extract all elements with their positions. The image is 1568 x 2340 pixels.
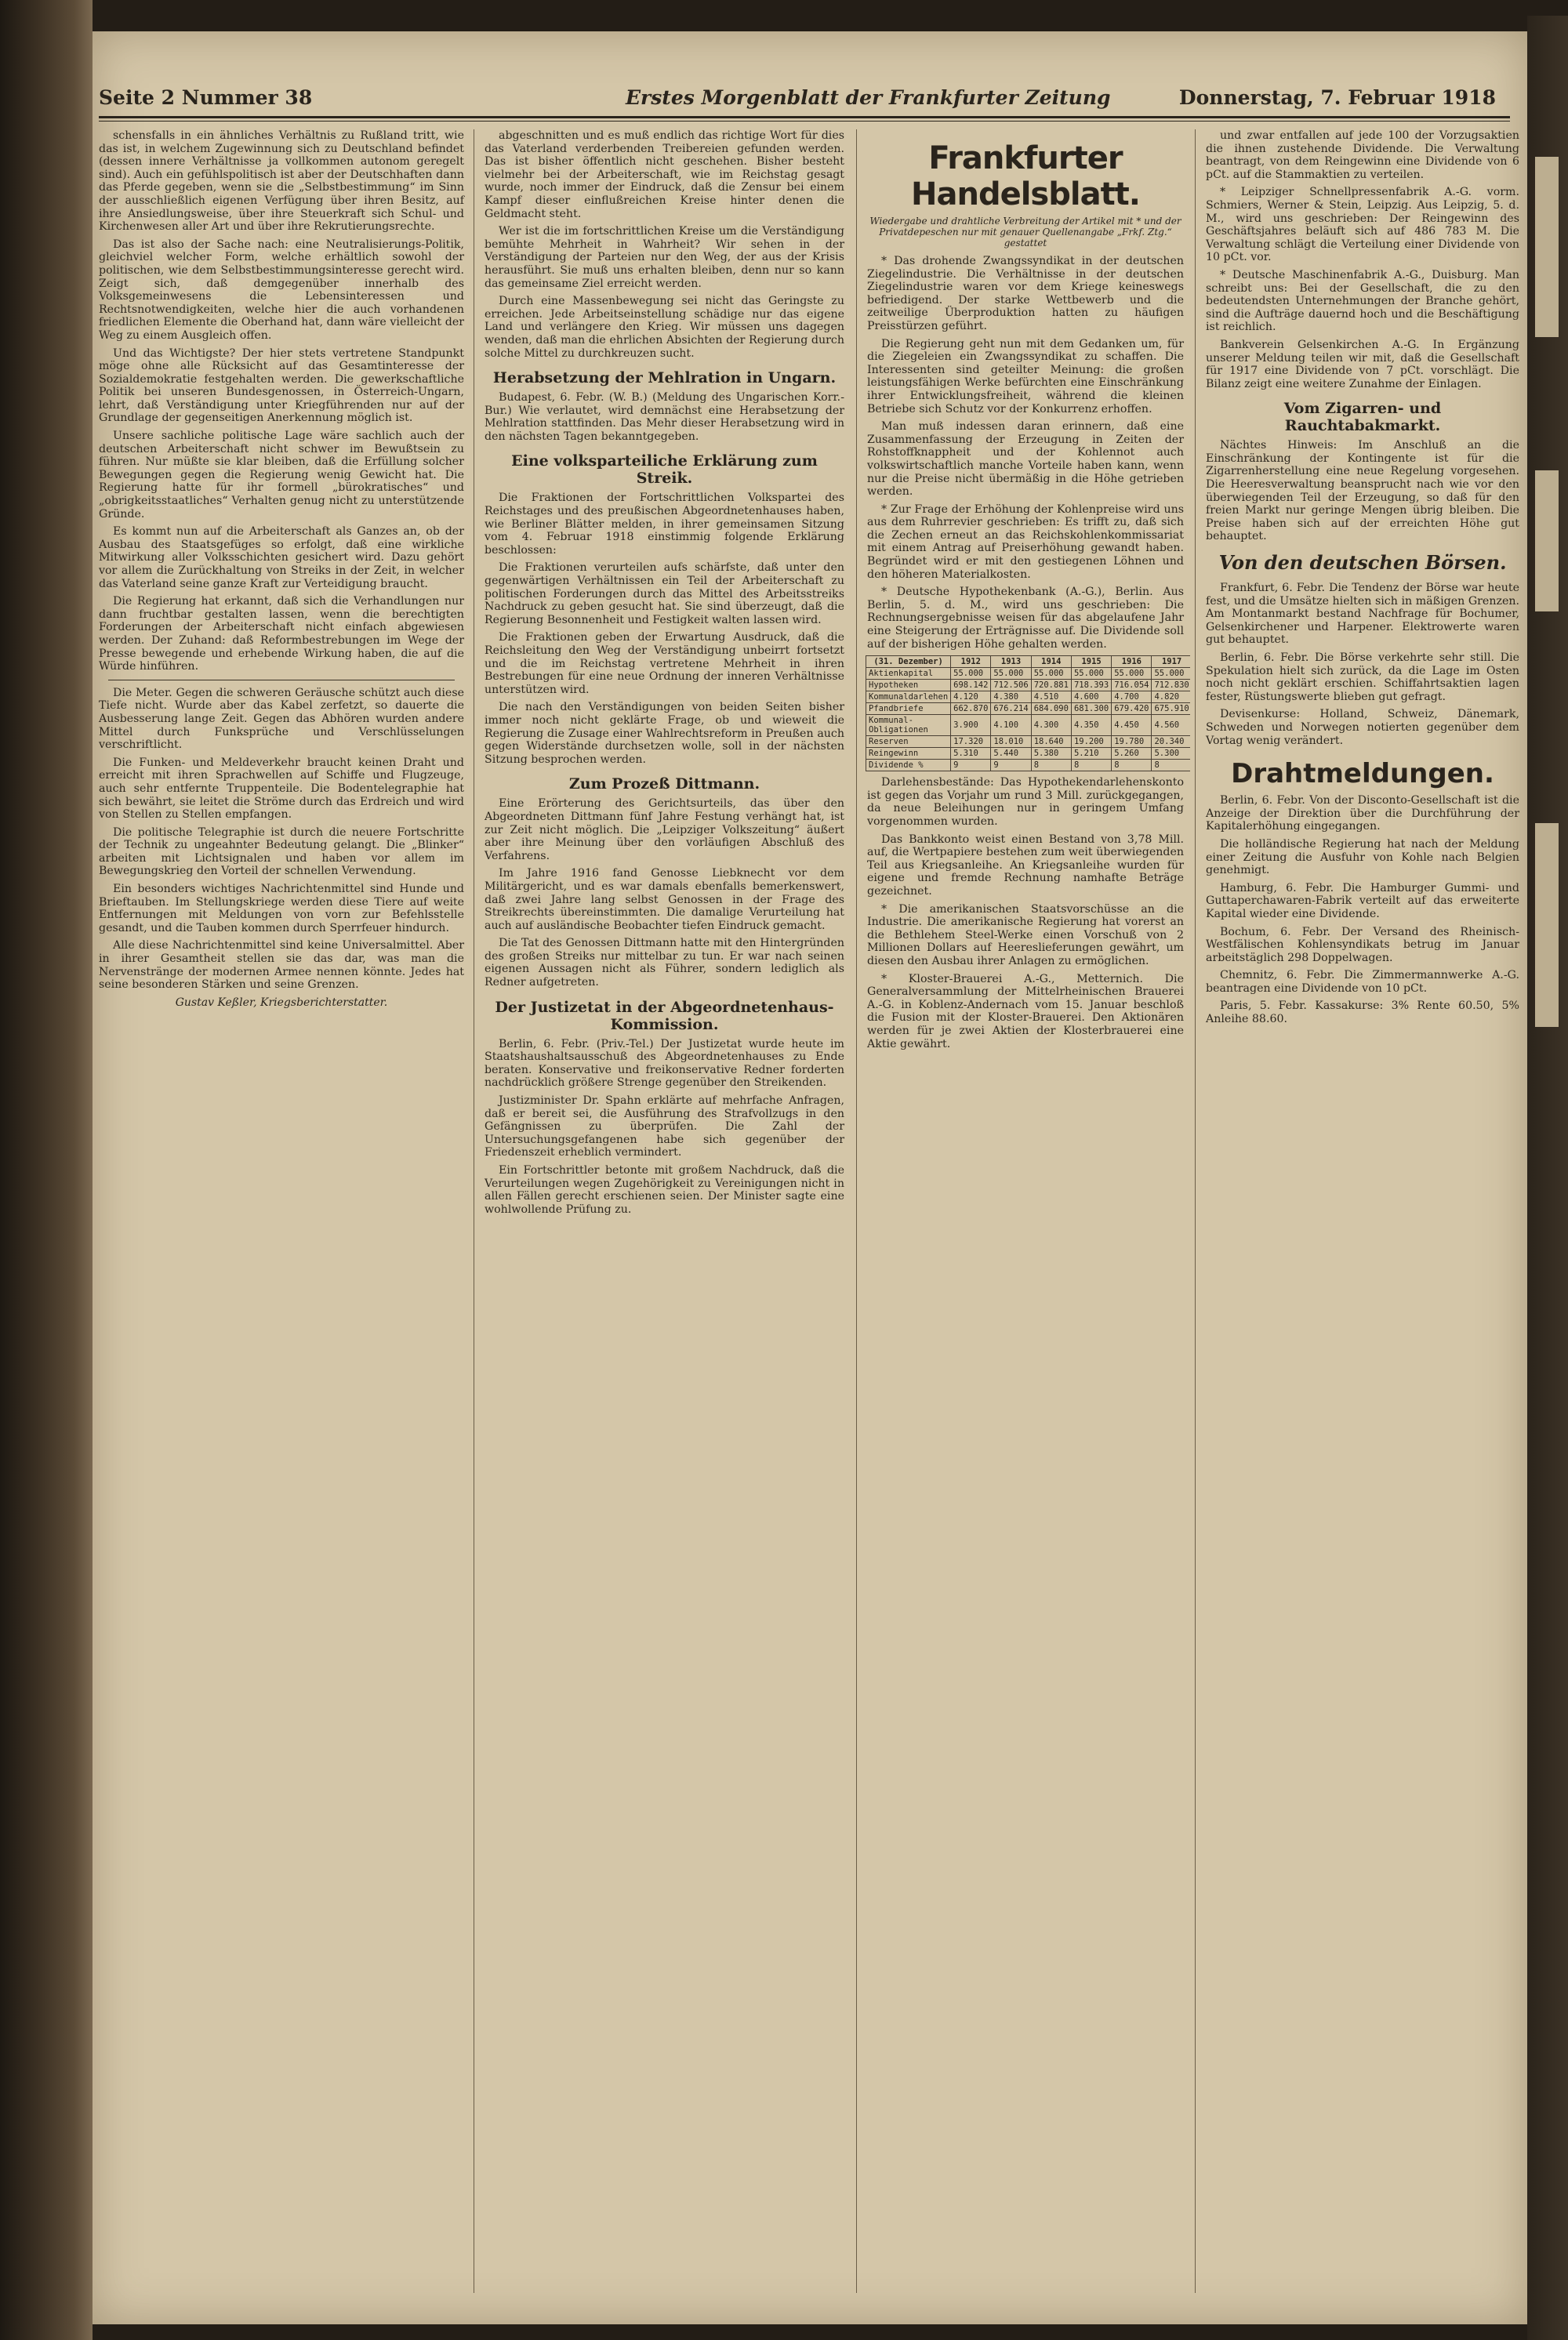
column-4 bbox=[1200, 129, 1526, 2293]
article-paragraph: Bankverein Gelsenkirchen A.-G. In Ergänzung unserer Meldung teilen wir mit, daß die Gesellschaft für 1917 eine Dividende von 7 pCt. vorschlägt. Die Bilanz zeigt eine weitere Zunahme der Einlagen. bbox=[1206, 338, 1519, 390]
table-cell: Reingewinn bbox=[866, 748, 951, 760]
article-paragraph: Das ist also der Sache nach: eine Neutralisierungs-Politik, gleichviel welcher Form, welche erhältlich sowohl der politischen, wie dem Selbstbestimmungsinteresse gerecht wird. Zeigt sich, daß demgegenüber innerhalb des Volksgemeinwesens die Lebensinteressen und Rechtsnotwendigkeiten, welche hier die auch vorhandenen friedlichen Elemente die Oberhand hat, dann wäre vielleicht der Weg zu einem Ausgleich offen. bbox=[99, 238, 464, 342]
article-paragraph: * Das drohende Zwangssyndikat in der deutschen Ziegelindustrie. Die Verhältnisse in der deutschen Ziegelindustrie waren vor dem Kriege keineswegs befriedigend. Der starke Wettbewerb und die zeitweilige Überproduktion hatten zu häufigen Preisstürzen geführt. bbox=[867, 255, 1184, 332]
table-cell: 5.260 bbox=[1112, 748, 1152, 760]
article-paragraph: Chemnitz, 6. Febr. Die Zimmermannwerke A.-G. beantragen eine Dividende von 10 pCt. bbox=[1206, 969, 1519, 995]
article-paragraph: abgeschnitten und es muß endlich das richtige Wort für dies das Vaterland verderbenden Treibereien gefunden werden. Das ist bisher öffentlich nicht geschehen. Bisher besteht vielmehr bei der Arbeiterschaft, wie im Reichstag gesagt wurde, noch immer der Eindruck, daß die Zensur bei einem Kampf dieser einflußreichen Kreise hinter denen die Geldmacht steht. bbox=[485, 129, 844, 220]
article-paragraph: * Leipziger Schnellpressenfabrik A.-G. vorm. Schmiers, Werner & Stein, Leipzig. Aus Leipzig, 5. d. M., wird uns geschrieben: Der Reingewinn des Geschäftsjahres beläuft sich auf 486 783 M. Die Verwaltung schlägt die Verteilung einer Dividende von 10 pCt. vor. bbox=[1206, 186, 1519, 264]
article-paragraph: Die Regierung hat erkannt, daß sich die Verhandlungen nur dann fruchtbar gestalten lassen, wenn die berechtigten Forderungen der Arbeiterschaft nicht einfach abgewiesen werden. Der Zuhand: daß Reformbestrebungen im Wege der Presse bewegende und erhebende Wirkung haben, die auf die Würde hinführen. bbox=[99, 595, 464, 673]
article-paragraph: Wer ist die im fortschrittlichen Kreise um die Verständigung bemühte Mehrheit in Wahrheit? Wir sehen in der Verständigung der Parteien nur den Weg, der aus der Krisis herausführt. Sie muß uns erhalten bleiben, denn nur so kann das gemeinsame Ziel erreicht werden. bbox=[485, 225, 844, 290]
article-paragraph: schensfalls in ein ähnliches Verhältnis zu Rußland tritt, wie das ist, in welchem Zugewinnung sich zu Deutschland befindet (dessen innere Verhältnisse ja vollkommen autonom geregelt sind). Auch ein gefühlspolitisch ist aber der Deutschhaften dann das Pferde gegeben, wenn sie die „Selbstbestimmung“ im Sinn der ausschließlich eigenen Verfügung über ihren Besitz, auf ihre Ansiedlungsweise, über ihre Steuerkraft sich Schul- und Kirchenwesen aller Art und über ihre Rekrutierungsrechte. bbox=[99, 129, 464, 234]
table-cell: 20.340 bbox=[1152, 736, 1190, 748]
article-paragraph: Budapest, 6. Febr. (W. B.) (Meldung des Ungarischen Korr.-Bur.) Wie verlautet, wird demnächst eine Herabsetzung der Mehlration stattfinden. Das Mehr dieser Herabsetzung wird in den nächsten Tagen bekanntgegeben. bbox=[485, 391, 844, 443]
table-cell: 684.090 bbox=[1031, 703, 1071, 715]
table-header-cell: 1915 bbox=[1071, 656, 1111, 668]
section-heading: Drahtmeldungen. bbox=[1231, 758, 1494, 790]
table-cell: 676.214 bbox=[991, 703, 1031, 715]
article-paragraph: Die Fraktionen verurteilen aufs schärfste, daß unter den gegenwärtigen Verhältnissen ein Teil der Arbeiterschaft zu politischen Forderungen durch das Mittel des Arbeitsstreiks Nachdruck zu geben gesucht hat. Sie sind überzeugt, daß die Regierung Besonnenheit und Festigkeit walten lassen wird. bbox=[485, 561, 844, 626]
table-cell: 17.320 bbox=[951, 736, 991, 748]
column-divider bbox=[1195, 129, 1196, 2293]
section-heading: Zum Prozeß Dittmann. bbox=[568, 775, 760, 793]
table-cell: 4.820 bbox=[1152, 691, 1190, 703]
table-cell: 55.000 bbox=[991, 668, 1031, 680]
issue-date: Donnerstag, 7. Februar 1918 bbox=[1178, 86, 1496, 109]
article-paragraph: Darlehensbestände: Das Hypothekendarlehenskonto ist gegen das Vorjahr um rund 3 Mill. zurückgegangen, da neue Beleihungen nur in geringem Umfang vorgenommen wurden. bbox=[867, 776, 1184, 828]
article-paragraph: Man muß indessen daran erinnern, daß eine Zusammenfassung der Erzeugung in Zeiten der Rohstoffknappheit und der Kohlennot auch volkswirtschaftlich manche Vorteile haben kann, wenn nur die Preise nicht übermäßig in die Höhe getrieben werden. bbox=[867, 420, 1184, 499]
article-paragraph: Nächtes Hinweis: Im Anschluß an die Einschränkung der Kontingente ist für die Zigarrenherstellung eine neue Regelung vorgesehen. Die Heeresverwaltung beansprucht nach wie vor den überwiegenden Teil der Erzeugung, so daß für den freien Markt nur geringe Mengen übrig bleiben. Die Preise haben sich auf der erreichten Höhe gut behauptet. bbox=[1206, 439, 1519, 543]
table-header-cell: 1914 bbox=[1031, 656, 1071, 668]
table-cell: 712.506 bbox=[991, 680, 1031, 691]
page-number: Seite 2 Nummer 38 bbox=[99, 86, 313, 109]
table-cell: 679.420 bbox=[1112, 703, 1152, 715]
table-cell: 4.120 bbox=[951, 691, 991, 703]
table-cell: Aktienkapital bbox=[866, 668, 951, 680]
article-paragraph: * Die amerikanischen Staatsvorschüsse an die Industrie. Die amerikanische Regierung hat vorerst an die Bethlehem Steel-Werke einen Vorschuß von 2 Millionen Dollars auf Heereslieferungen gewährt, um diesen den Ausbau ihrer Anlagen zu ermöglichen. bbox=[867, 902, 1184, 967]
article-paragraph: Die Regierung geht nun mit dem Gedanken um, für die Ziegeleien ein Zwangssyndikat zu schaffen. Die Interessenten sind geteilter Meinung: die großen leistungsfähigen Werke befürchten eine Einschränkung ihrer Entwicklungsfreiheit, während die kleinen Betriebe sich Schutz vor der Konkurrenz erhoffen. bbox=[867, 337, 1184, 415]
table-cell: 4.350 bbox=[1071, 715, 1111, 736]
header-rule bbox=[99, 116, 1510, 118]
table-row bbox=[866, 715, 1191, 736]
table-row bbox=[866, 736, 1191, 748]
table-cell: 675.910 bbox=[1152, 703, 1190, 715]
table-cell: 55.000 bbox=[1152, 668, 1190, 680]
table-cell: 4.600 bbox=[1071, 691, 1111, 703]
table-header-cell: 1913 bbox=[991, 656, 1031, 668]
table-cell: 55.000 bbox=[951, 668, 991, 680]
article-paragraph: * Kloster-Brauerei A.-G., Metternich. Die Generalversammlung der Mittelrheinischen Brauerei A.-G. in Koblenz-Andernach vom 15. Januar beschloß die Fusion mit der Kloster-Brauerei. Den Aktionären werden für je zwei Aktien der Klosterbrauerei eine Aktie gewährt. bbox=[867, 972, 1184, 1050]
table-cell: 9 bbox=[951, 760, 991, 771]
header-rule-thin bbox=[99, 121, 1510, 122]
article-paragraph: * Deutsche Hypothekenbank (A.-G.), Berlin. Aus Berlin, 5. d. M., wird uns geschrieben: Die Rechnungsergebnisse weisen für das abgelaufene Jahr eine Steigerung der Erträgnisse auf. Die Dividende soll auf der bisherigen Höhe gehalten werden. bbox=[867, 586, 1184, 651]
section-subtitle: Wiedergabe und drahtliche Verbreitung der Artikel mit * und der Privatdepeschen nur mit genauer Quellenangabe „Frkf. Ztg.“ gestattet bbox=[869, 216, 1181, 249]
table-cell: 8 bbox=[1071, 760, 1111, 771]
article-paragraph: Berlin, 6. Febr. Die Börse verkehrte sehr still. Die Spekulation hielt sich zurück, da die Lage im Osten noch nicht geklärt erschien. Schiffahrtsaktien lagen fester, Rüstungswerte blieben gut gefragt. bbox=[1206, 651, 1519, 703]
article-paragraph: Die Funken- und Meldeverkehr braucht keinen Draht und erreicht mit ihren Sprachwellen auf Schiffe und Flugzeuge, auch sehr entfernte Truppenteile. Die Bodentelegraphie hat sich bewährt, sie leitet die Ströme durch das Erdreich und wird von Stellen zu Stellen empfangen. bbox=[99, 756, 464, 822]
table-row bbox=[866, 668, 1191, 680]
page-edge-tab bbox=[1535, 823, 1559, 1027]
table-cell: 4.510 bbox=[1031, 691, 1071, 703]
article-paragraph: Es kommt nun auf die Arbeiterschaft als Ganzes an, ob der Ausbau des Staatsgefüges so erfolgt, daß eine wirkliche Mitwirkung aller Volksschichten gesichert wird. Dazu gehört vor allem die Zurückhaltung von Streiks in der Zeit, in welcher das Vaterland seine ganze Kraft zur Verteidigung braucht. bbox=[99, 525, 464, 590]
article-paragraph: Im Jahre 1916 fand Genosse Liebknecht vor dem Militärgericht, und es war damals ebenfalls bemerkenswert, daß zwei Jahre lang selbst Genossen in der Frage des Streikrechts übereinstimmten. Die damalige Verurteilung hat auch auf ausländische Beobachter tiefen Eindruck gemacht. bbox=[485, 867, 844, 932]
table-row bbox=[866, 760, 1191, 771]
table-cell: 718.393 bbox=[1071, 680, 1111, 691]
column-1 bbox=[93, 129, 470, 2293]
article-paragraph: Die Fraktionen geben der Erwartung Ausdruck, daß die Reichsleitung den Weg der Verständigung unbeirrt fortsetzt und die im Reichstag vertretene Mehrheit in ihren Bestrebungen für eine neue Ordnung der inneren Verhältnisse unterstützen wird. bbox=[485, 631, 844, 696]
article-paragraph: Paris, 5. Febr. Kassakurse: 3% Rente 60.50, 5% Anleihe 88.60. bbox=[1206, 999, 1519, 1026]
page-edge-tab bbox=[1535, 470, 1559, 611]
table-cell: 5.310 bbox=[951, 748, 991, 760]
article-paragraph: Ein Fortschrittler betonte mit großem Nachdruck, daß die Verurteilungen wegen Zugehörigkeit zu Vereinigungen nicht in allen Fällen gerecht erschienen seien. Der Minister sagte eine wohlwollende Prüfung zu. bbox=[485, 1164, 844, 1216]
table-cell: Hypotheken bbox=[866, 680, 951, 691]
author-signature: Gustav Keßler, Kriegsberichterstatter. bbox=[175, 996, 388, 1009]
article-paragraph: Unsere sachliche politische Lage wäre sachlich auch der deutschen Arbeiterschaft nicht schwer im Bewußtsein zu führen. Nur müßte sie klar bleiben, daß die Erfüllung solcher Bewegungen gegen die Regierung wenig Gewicht hat. Die Regierung hatte für ihr formell „bürokratisches“ und „obrigkeitsstaatliches“ Verhalten genug nicht zu unterstützende Gründe. bbox=[99, 430, 464, 521]
book-edge bbox=[1527, 16, 1568, 2340]
article-paragraph: und zwar entfallen auf jede 100 der Vorzugsaktien die ihnen zustehende Dividende. Die Verwaltung beantragt, von dem Reingewinn eine Dividende von 6 pCt. auf die Stammaktien zu verteilen. bbox=[1206, 129, 1519, 181]
article-paragraph: * Zur Frage der Erhöhung der Kohlenpreise wird uns aus dem Ruhrrevier geschrieben: Es trifft zu, daß sich die Zechen erneut an das Reichskohlenkommissariat mit einem Antrag auf Preiserhöhung gewandt haben. Begründet wird er mit den gestiegenen Löhnen und den höheren Materialkosten. bbox=[867, 502, 1184, 581]
table-cell: Reserven bbox=[866, 736, 951, 748]
table-cell: 698.142 bbox=[951, 680, 991, 691]
table-row bbox=[866, 703, 1191, 715]
table-cell: 8 bbox=[1112, 760, 1152, 771]
article-paragraph: Justizminister Dr. Spahn erklärte auf mehrfache Anfragen, daß er bereit sei, die Ausführung des Strafvollzugs in den Gefängnissen zu überprüfen. Die Zahl der Untersuchungsgefangenen habe sich gegenüber der Friedenszeit erheblich vermindert. bbox=[485, 1094, 844, 1159]
article-paragraph: Alle diese Nachrichtenmittel sind keine Universalmittel. Aber in ihrer Gesamtheit stellen sie das dar, was man die Nervenstränge der modernen Armee nennen könnte. Jedes hat seine besonderen Stärken und seine Grenzen. bbox=[99, 939, 464, 992]
article-paragraph: Die Tat des Genossen Dittmann hatte mit den Hintergründen des großen Streiks nur mittelbar zu tun. Er war nach seinen eigenen Aussagen nicht als Führer, sondern lediglich als Redner aufgetreten. bbox=[485, 937, 844, 989]
newspaper-page bbox=[93, 31, 1527, 2324]
table-header-cell: (31. Dezember) bbox=[866, 656, 951, 668]
article-paragraph: Hamburg, 6. Febr. Die Hamburger Gummi- und Guttaperchawaren-Fabrik verteilt auf das erweiterte Kapital wieder eine Dividende. bbox=[1206, 881, 1519, 920]
article-paragraph: Frankfurt, 6. Febr. Die Tendenz der Börse war heute fest, und die Umsätze hielten sich in mäßigen Grenzen. Am Montanmarkt bestand Nachfrage für Bochumer, Gelsenkirchener und Harpener. Elektrowerte waren gut behauptet. bbox=[1206, 582, 1519, 647]
section-masthead: Frankfurter Handelsblatt. bbox=[911, 140, 1140, 212]
table-cell: 55.000 bbox=[1031, 668, 1071, 680]
table-header-cell: 1916 bbox=[1112, 656, 1152, 668]
article-paragraph: Berlin, 6. Febr. Von der Disconto-Gesellschaft ist die Anzeige der Direktion über die Durchführung der Kapitalerhöhung eingegangen. bbox=[1206, 794, 1519, 833]
table-cell: Kommunaldarlehen bbox=[866, 691, 951, 703]
article-paragraph: Bochum, 6. Febr. Der Versand des Rheinisch-Westfälischen Kohlensyndikats betrug im Januar arbeitstäglich 298 Doppelwagen. bbox=[1206, 925, 1519, 964]
table-cell: 55.000 bbox=[1112, 668, 1152, 680]
article-paragraph: Ein besonders wichtiges Nachrichtenmittel sind Hunde und Brieftauben. Im Stellungskriege werden diese Tiere auf weite Entfernungen mit Meldungen von vorn zur Befehlsstelle gesandt, und die Tauben kommen durch Sperrfeuer hindurch. bbox=[99, 883, 464, 934]
section-heading: Der Justizetat in der Abgeordnetenhaus-Kommission. bbox=[495, 998, 834, 1033]
section-heading: Von den deutschen Börsen. bbox=[1218, 551, 1507, 575]
table-cell: 4.380 bbox=[991, 691, 1031, 703]
table-row bbox=[866, 691, 1191, 703]
newspaper-name: Erstes Morgenblatt der Frankfurter Zeitung bbox=[626, 86, 1111, 109]
table-cell: 5.210 bbox=[1071, 748, 1111, 760]
table-cell: 4.300 bbox=[1031, 715, 1071, 736]
table-cell: Kommunal-Obligationen bbox=[866, 715, 951, 736]
article-paragraph: Die Fraktionen der Fortschrittlichen Volkspartei des Reichstages und des preußischen Abgeordnetenhauses haben, wie Berliner Blätter melden, in ihrer gemeinsamen Sitzung vom 4. Februar 1918 einstimmig folgende Erklärung beschlossen: bbox=[485, 492, 844, 557]
article-paragraph: Durch eine Massenbewegung sei nicht das Geringste zu erreichen. Jede Arbeitseinstellung schädige nur das eigene Land und verlängere den Krieg. Wir müssen uns dagegen wenden, daß man die ehrlichen Absichten der Regierung durch solche Mittel zu durchkreuzen sucht. bbox=[485, 295, 844, 360]
column-divider bbox=[856, 129, 857, 2293]
table-header-cell: 1917 bbox=[1152, 656, 1190, 668]
table-row bbox=[866, 680, 1191, 691]
article-paragraph: Devisenkurse: Holland, Schweiz, Dänemark, Schweden und Norwegen notierten gegenüber dem Vortag wenig verändert. bbox=[1206, 708, 1519, 747]
table-cell: 5.300 bbox=[1152, 748, 1190, 760]
article-paragraph: Die nach den Verständigungen von beiden Seiten bisher immer noch nicht geklärte Frage, ob und wieweit die Regierung die Zusage einer Wahlrechtsreform in Preußen auch gegen Widerstände durchsetzen wolle, soll in der nächsten Sitzung besprochen werden. bbox=[485, 701, 844, 766]
table-cell: 8 bbox=[1031, 760, 1071, 771]
table-cell: 19.200 bbox=[1071, 736, 1111, 748]
table-cell: 19.780 bbox=[1112, 736, 1152, 748]
table-cell: 55.000 bbox=[1071, 668, 1111, 680]
section-heading: Eine volksparteiliche Erklärung zum Streik. bbox=[511, 452, 818, 488]
table-cell: 681.300 bbox=[1071, 703, 1111, 715]
book-binding bbox=[0, 0, 93, 2340]
table-cell: 4.700 bbox=[1112, 691, 1152, 703]
table-cell: 5.440 bbox=[991, 748, 1031, 760]
table-cell: 9 bbox=[991, 760, 1031, 771]
table-header-cell: 1912 bbox=[951, 656, 991, 668]
table-cell: Pfandbriefe bbox=[866, 703, 951, 715]
section-heading: Herabsetzung der Mehlration in Ungarn. bbox=[492, 369, 837, 387]
table-cell: 712.830 bbox=[1152, 680, 1190, 691]
article-paragraph: Berlin, 6. Febr. (Priv.-Tel.) Der Justizetat wurde heute im Staatshaushaltsausschuß des Abgeordnetenhauses zu Ende beraten. Konservative und freikonservative Redner forderten nachdrücklich größere Strenge gegenüber den Streikenden. bbox=[485, 1037, 844, 1090]
article-paragraph: * Deutsche Maschinenfabrik A.-G., Duisburg. Man schreibt uns: Bei der Gesellschaft, die zu den bedeutendsten Unternehmungen der Branche gehört, sind die Aufträge dauernd hoch und die Beschäftigung ist reichlich. bbox=[1206, 268, 1519, 334]
table-cell: Dividende % bbox=[866, 760, 951, 771]
table-cell: 8 bbox=[1152, 760, 1190, 771]
section-heading: Vom Zigarren- und Rauchtabakmarkt. bbox=[1283, 400, 1442, 435]
article-paragraph: Die holländische Regierung hat nach der Meldung einer Zeitung die Ausfuhr von Kohle nach Belgien genehmigt. bbox=[1206, 837, 1519, 877]
article-paragraph: Und das Wichtigste? Der hier stets vertretene Standpunkt möge ohne alle Rücksicht auf das Gesamtinteresse der Sozialdemokratie festgehalten werden. Die gewerkschaftliche Politik bei unseren Bundesgenossen, in Österreich-Ungarn, lehrt, daß Verständigung unter Kriegführenden nur auf der Grundlage der gegenseitigen Anerkennung möglich ist. bbox=[99, 346, 464, 425]
article-paragraph: Eine Erörterung des Gerichtsurteils, das über den Abgeordneten Dittmann fünf Jahre Festung verhängt hat, ist zur Zeit nicht möglich. Die „Leipziger Volkszeitung“ äußert aber ihre Meinung über den vorläufigen Abschluß des Verfahrens. bbox=[485, 797, 844, 862]
table-cell: 3.900 bbox=[951, 715, 991, 736]
table-cell: 662.870 bbox=[951, 703, 991, 715]
table-cell: 4.560 bbox=[1152, 715, 1190, 736]
article-paragraph: Das Bankkonto weist einen Bestand von 3,78 Mill. auf, die Wertpapiere bestehen zum weit überwiegenden Teil aus Kriegsanleihe. An Kriegsanleihe wurden für eigene und fremde Rechnung namhafte Beträge gezeichnet. bbox=[867, 833, 1184, 898]
article-paragraph: Die Meter. Gegen die schweren Geräusche schützt auch diese Tiefe nicht. Wurde aber das Kabel zerfetzt, so dauerte die Ausbesserung lange Zeit. Gegen das Abhören wurden andere Mittel durch Funksprüche und Verschlüsselungen verschriftlicht. bbox=[99, 686, 464, 752]
table-row bbox=[866, 748, 1191, 760]
page-edge-tab bbox=[1535, 157, 1559, 337]
table-cell: 720.881 bbox=[1031, 680, 1071, 691]
table-cell: 18.640 bbox=[1031, 736, 1071, 748]
table-cell: 4.100 bbox=[991, 715, 1031, 736]
table-cell: 716.054 bbox=[1112, 680, 1152, 691]
column-3 bbox=[861, 129, 1190, 2293]
column-2 bbox=[478, 129, 851, 2293]
article-paragraph: Die politische Telegraphie ist durch die neuere Fortschritte der Technik zu ungeahnter Bedeutung gelangt. Die „Blinker“ arbeiten mit Lichtsignalen und haben vor allem im Bewegungskrieg den Vorteil der schnellen Verwendung. bbox=[99, 825, 464, 878]
table-cell: 18.010 bbox=[991, 736, 1031, 748]
balance-table bbox=[866, 655, 1190, 771]
table-cell: 4.450 bbox=[1112, 715, 1152, 736]
table-cell: 5.380 bbox=[1031, 748, 1071, 760]
